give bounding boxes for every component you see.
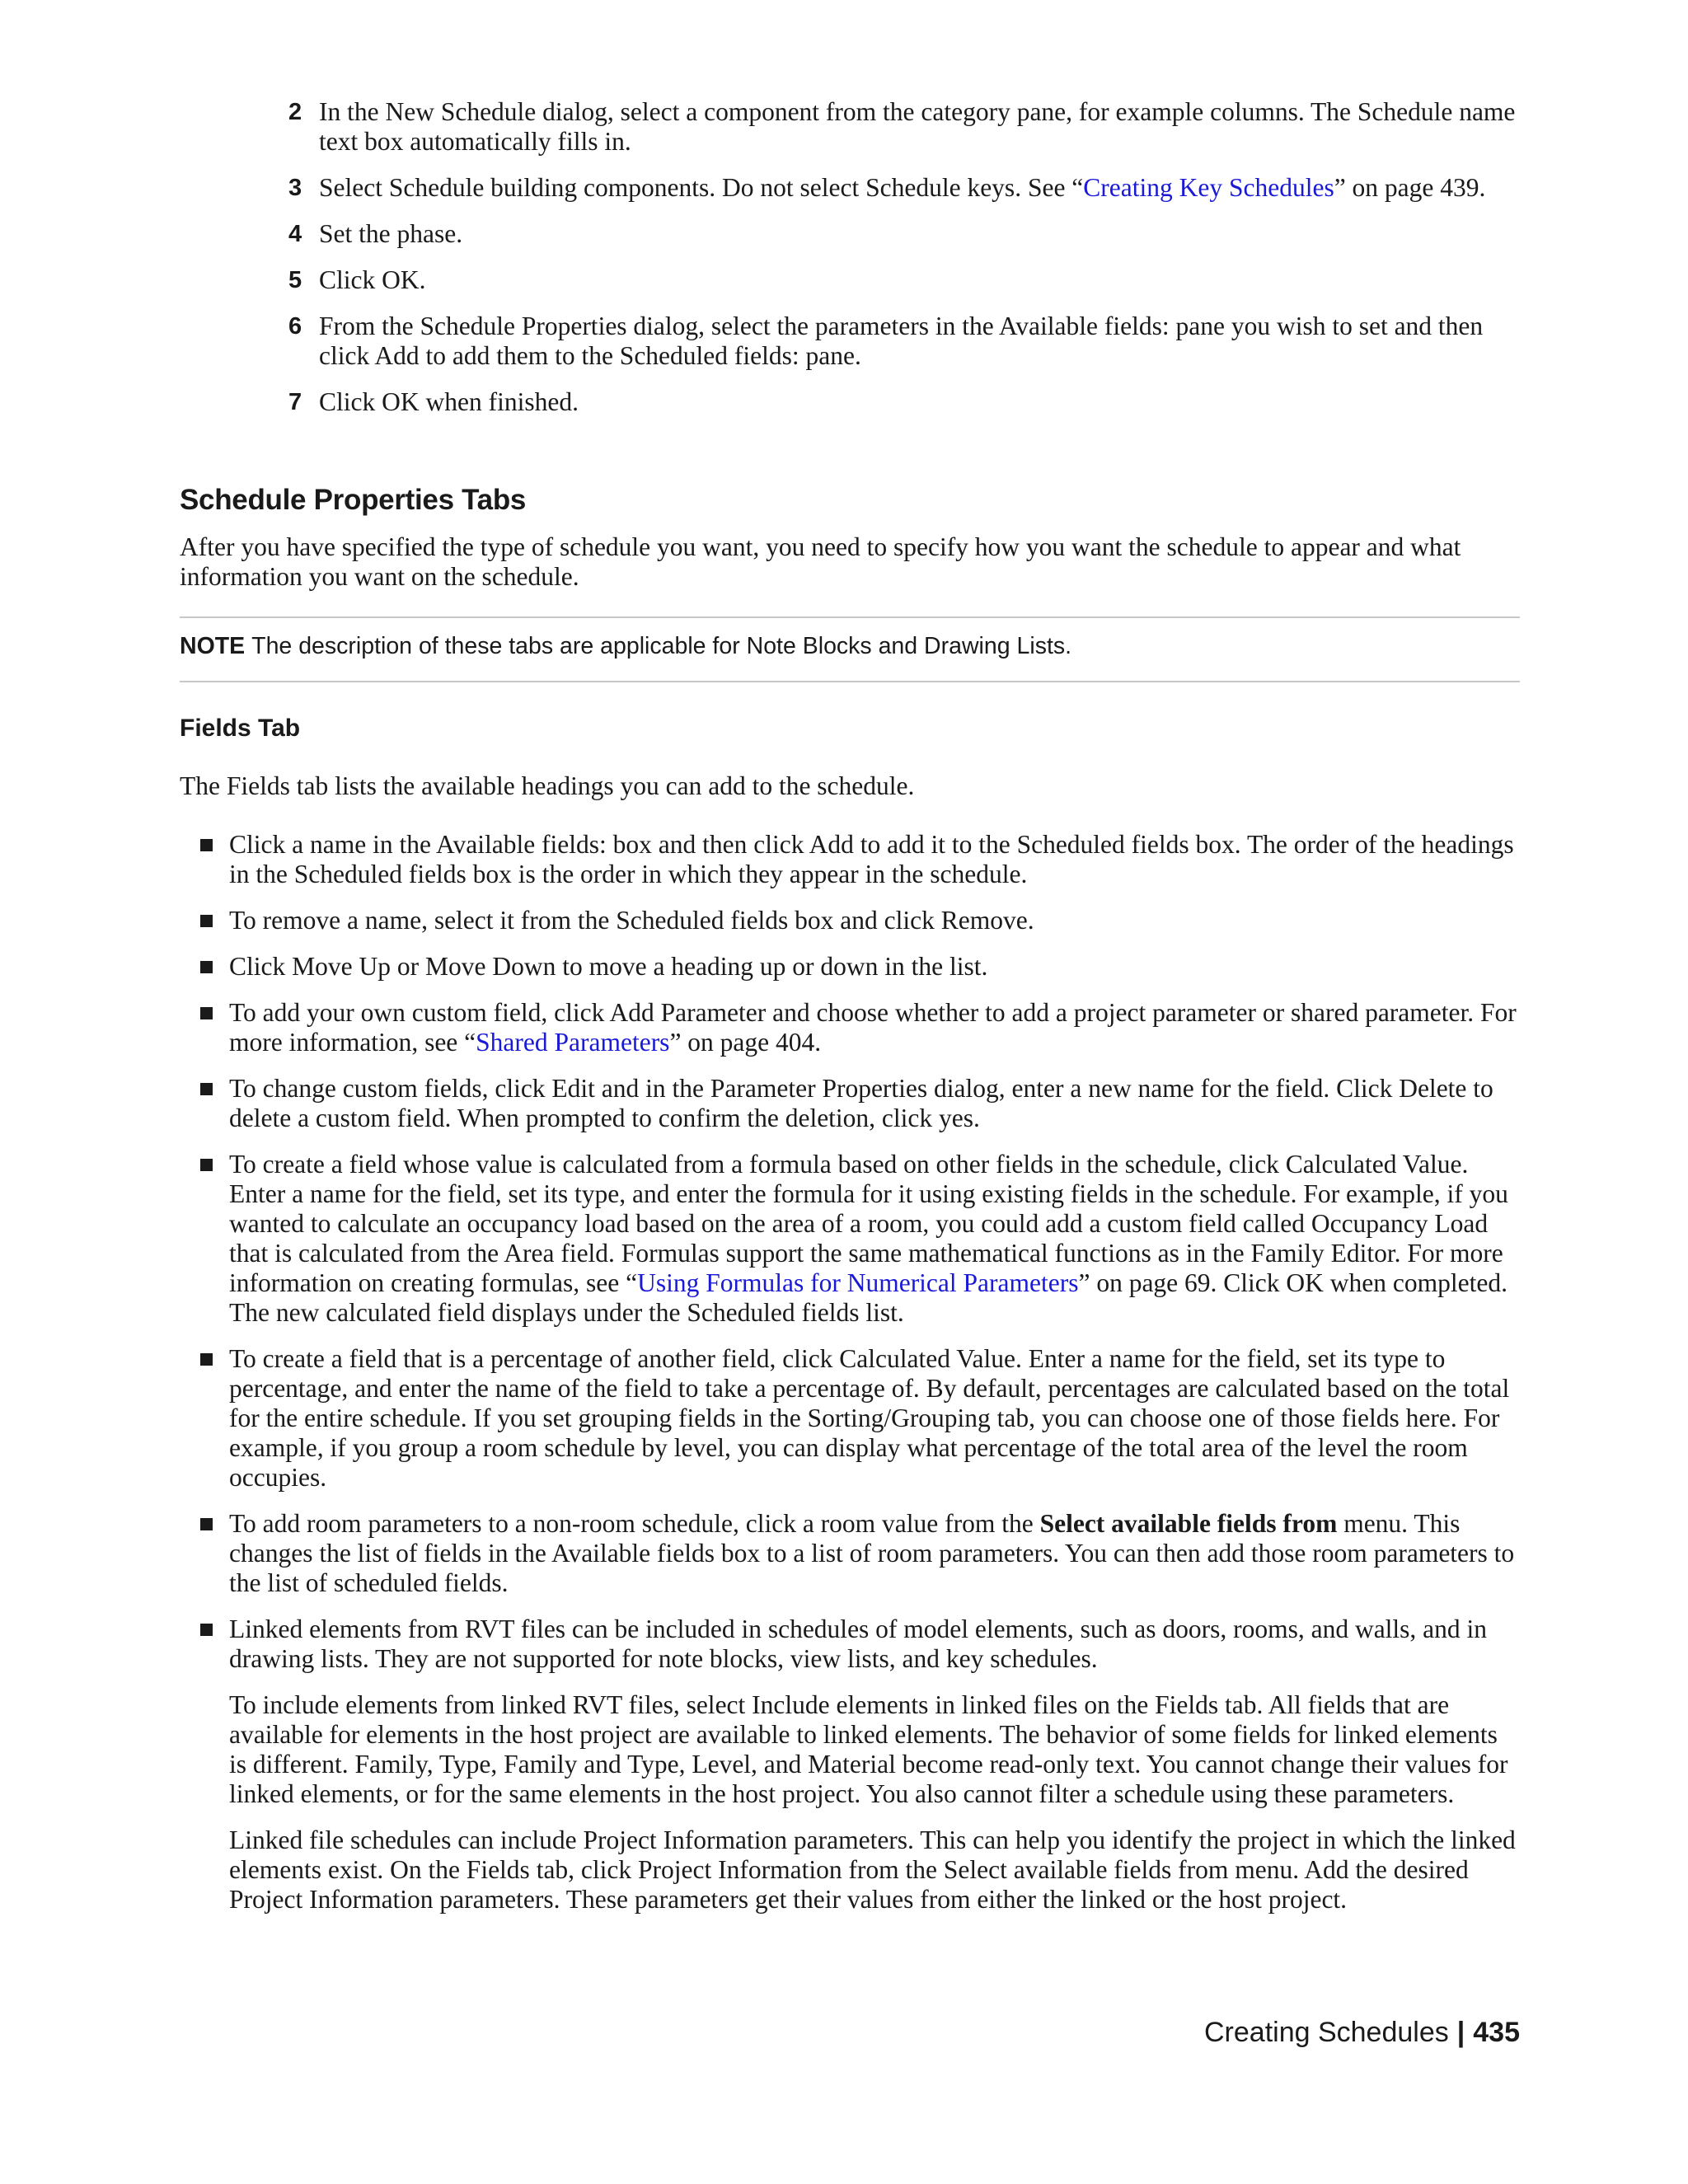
- page-number: 435: [1473, 2017, 1520, 2048]
- note-label: NOTE: [180, 633, 246, 659]
- note-text: The description of these tabs are applicable for Note Blocks and Drawing Lists.: [251, 633, 1072, 659]
- step-text-before: Select Schedule building components. Do not select Schedule keys. See “: [319, 173, 1084, 202]
- step-item: [288, 97, 1520, 157]
- square-bullet-icon: [200, 1159, 213, 1171]
- step-item: [288, 265, 1520, 295]
- footer-chapter-title: Creating Schedules: [1204, 2017, 1449, 2048]
- square-bullet-icon: [200, 1624, 213, 1636]
- note-block: [180, 630, 1520, 663]
- step-item: [288, 219, 1520, 249]
- step-number: 5: [288, 267, 302, 293]
- step-number: 4: [288, 221, 302, 247]
- bullet-text-before: To add your own custom field, click Add Parameter and choose whether to add a project parameter or shared parameter. For more information, see “: [229, 998, 1517, 1057]
- step-text: Click OK.: [319, 265, 426, 294]
- step-number: 6: [288, 313, 302, 340]
- shared-parameters-link[interactable]: Shared Parameters: [476, 1028, 670, 1057]
- step-number: 3: [288, 175, 302, 201]
- list-item: [198, 998, 1520, 1057]
- note-divider-top: [180, 616, 1520, 618]
- subsection-heading: Fields Tab: [180, 715, 301, 742]
- step-number: 2: [288, 99, 302, 125]
- bullet-paragraph: [229, 998, 1520, 1057]
- step-text: In the New Schedule dialog, select a component from the category pane, for example columns. The Schedule name text box automatically fills in.: [319, 97, 1516, 156]
- list-item: [198, 952, 1520, 982]
- list-item: [198, 1150, 1520, 1328]
- list-item: [198, 1344, 1520, 1493]
- bullet-paragraph: [229, 1150, 1520, 1328]
- square-bullet-icon: [200, 1083, 213, 1095]
- creating-key-schedules-link[interactable]: Creating Key Schedules: [1083, 173, 1334, 202]
- square-bullet-icon: [200, 1007, 213, 1019]
- list-item: [198, 1509, 1520, 1598]
- bullet-text-after: ” on page 69. Click OK when completed. The new calculated field displays under the Scheduled fields list.: [229, 1268, 1507, 1327]
- bullet-text: To change custom fields, click Edit and in the Parameter Properties dialog, enter a new name for the field. Click Delete to delete a custom field. When prompted to confirm the deletion, click yes.: [229, 1074, 1493, 1132]
- fields-tab-intro: The Fields tab lists the available headings you can add to the schedule.: [180, 771, 915, 800]
- bullet-text-after: ” on page 404.: [669, 1028, 822, 1057]
- step-item: [288, 312, 1520, 371]
- page-footer: [1204, 2014, 1520, 2050]
- square-bullet-icon: [200, 1518, 213, 1530]
- list-item: [198, 1074, 1520, 1133]
- footer-separator: |: [1456, 2017, 1465, 2048]
- bullet-text: Linked elements from RVT files can be included in schedules of model elements, such as doors, rooms, and walls, and in drawing lists. They are not supported for note blocks, view lists, and key schedules.: [229, 1615, 1488, 1673]
- square-bullet-icon: [200, 915, 213, 927]
- step-number: 7: [288, 389, 302, 415]
- bullet-text-after: menu. This changes the list of fields in the Available fields box to a list of room parameters. You can then add those room parameters to the list of scheduled fields.: [229, 1509, 1515, 1597]
- list-item: [198, 830, 1520, 889]
- bullet-text: To create a field that is a percentage of another field, click Calculated Value. Enter a name for the field, set its type to percentage, and enter the name of the field to take a percentage of. By default, percentages are calculated based on the total for the entire schedule. If you set grouping fields in the Sorting/Grouping tab, you can choose one of those fields here. For example, if you group a room schedule by level, you can display what percentage of the total area of the level the room occupies.: [229, 1344, 1510, 1492]
- menu-name-emphasis: Select available fields from: [1039, 1509, 1338, 1538]
- section-heading: Schedule Properties Tabs: [180, 484, 527, 516]
- square-bullet-icon: [200, 839, 213, 851]
- step-text: From the Schedule Properties dialog, select the parameters in the Available fields: pane you wish to set and then click Add to add them to the Scheduled fields: pane.: [319, 312, 1484, 370]
- fields-tab-bullet-list: [198, 830, 1520, 1931]
- bullet-text-before: To create a field whose value is calculated from a formula based on other fields in the schedule, click Calculated Value. Enter a name for the field, set its type, and enter the formula for it using existing fields in the schedule. For example, if you wanted to calculate an occupancy load based on the area of a room, you could add a custom field called Occupancy Load that is calculated from the Area field. Formulas support the same mathematical functions as in the Family Editor. For more information on creating formulas, see “: [229, 1150, 1508, 1297]
- bullet-paragraph: [229, 1509, 1520, 1598]
- bullet-continuation-paragraph: Linked file schedules can include Project Information parameters. This can help you identify the project in which the linked elements exist. On the Fields tab, click Project Information from the Select available fields from menu. Add the desired Project Information parameters. These parameters get their values from either the linked or the host project.: [229, 1825, 1516, 1914]
- bullet-text: Click a name in the Available fields: box and then click Add to add it to the Scheduled fields box. The order of the headings in the Scheduled fields box is the order in which they appear in the schedule.: [229, 830, 1514, 888]
- section-intro: After you have specified the type of schedule you want, you need to specify how you want the schedule to appear and what information you want on the schedule.: [180, 532, 1461, 591]
- square-bullet-icon: [200, 961, 213, 973]
- list-item: [198, 1615, 1520, 1915]
- square-bullet-icon: [200, 1353, 213, 1366]
- bullet-text-before: To add room parameters to a non-room schedule, click a room value from the: [229, 1509, 1040, 1538]
- note-divider-bottom: [180, 681, 1520, 682]
- bullet-continuation-paragraph: To include elements from linked RVT files, select Include elements in linked files on the Fields tab. All fields that are available for elements in the host project are available to linked elements. The behavior of some fields for linked elements is different. Family, Type, Family and Type, Level, and Material become read-only text. You cannot change their values for linked elements, or for the same elements in the host project. You also cannot filter a schedule using these parameters.: [229, 1690, 1508, 1808]
- list-item: [198, 906, 1520, 935]
- bullet-text: Click Move Up or Move Down to move a heading up or down in the list.: [229, 952, 988, 981]
- procedure-steps: [288, 97, 1520, 434]
- step-text: Click OK when finished.: [319, 387, 579, 416]
- using-formulas-link[interactable]: Using Formulas for Numerical Parameters: [637, 1268, 1079, 1297]
- step-text-after: ” on page 439.: [1334, 173, 1486, 202]
- step-text: Set the phase.: [319, 219, 463, 248]
- step-item: [288, 173, 1520, 203]
- step-item: [288, 387, 1520, 417]
- bullet-text: To remove a name, select it from the Scheduled fields box and click Remove.: [229, 906, 1034, 935]
